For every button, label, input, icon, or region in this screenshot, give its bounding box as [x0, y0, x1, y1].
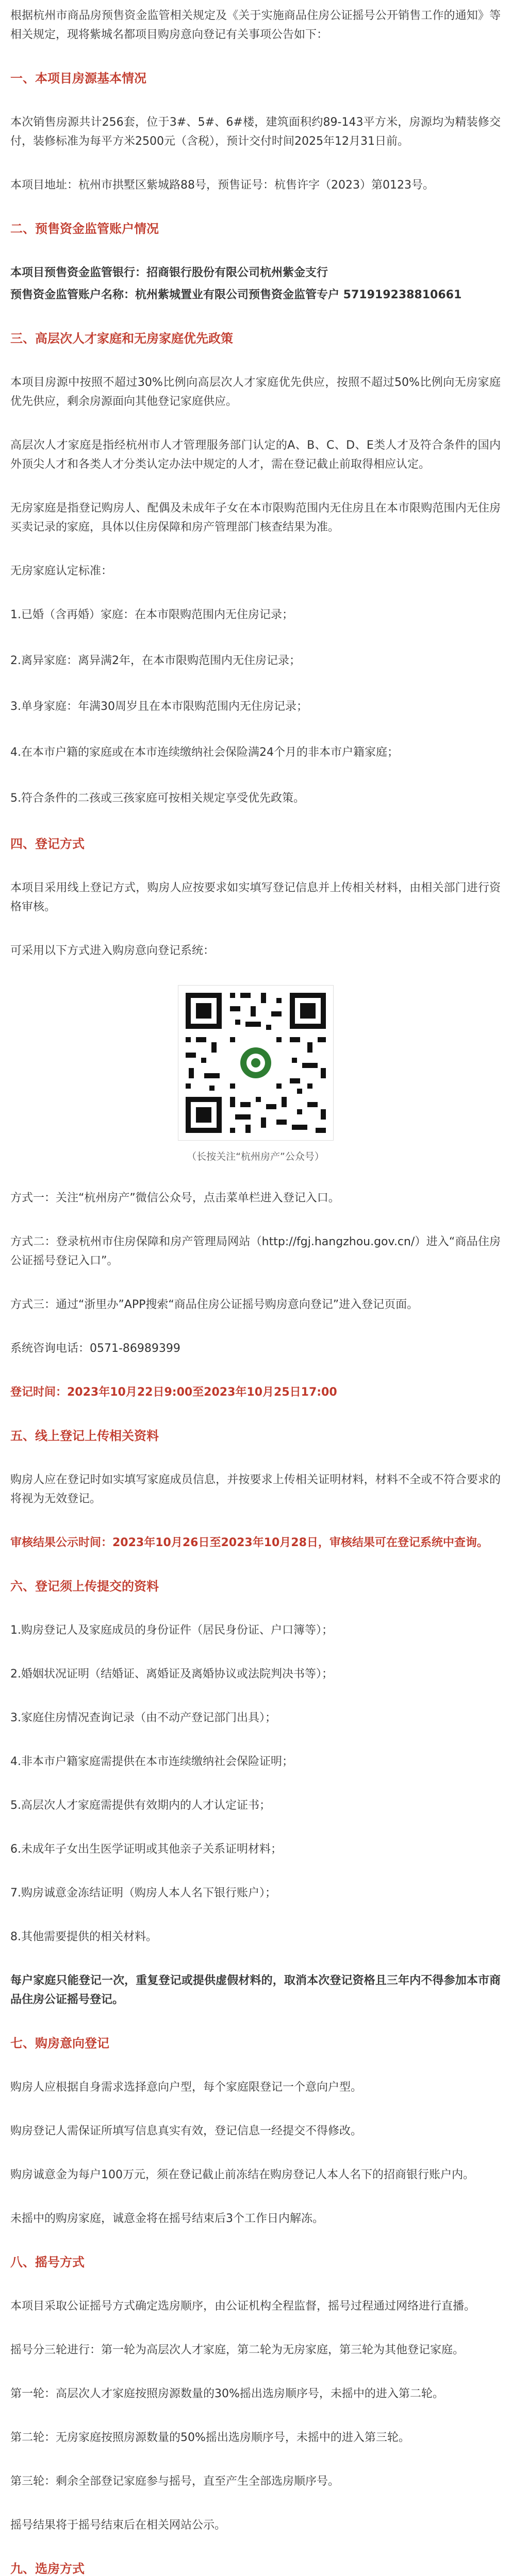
s6-item-7: 7.购房诚意金冻结证明（购房人本人名下银行账户）； — [10, 1887, 276, 1900]
s3-item-1: 1.已婚（含再婚）家庭：在本市限购范围内无住房记录； — [10, 608, 293, 621]
s7-paragraph-4: 未摇中的购房家庭，诚意金将在摇号结束后3个工作日内解冻。 — [10, 2212, 324, 2225]
s3-item-3: 3.单身家庭：年满30周岁且在本市限购范围内无住房记录； — [10, 700, 308, 713]
s6-item-3: 3.家庭住房情况查询记录（由不动产登记部门出具）； — [10, 1711, 276, 1724]
s8-paragraph-3: 第一轮：高层次人才家庭按照房源数量的30%摇出选房顺序号，未摇中的进入第二轮。 — [10, 2387, 444, 2400]
s6-emphasis: 每户家庭只能登记一次，重复登记或提供虚假材料的，取消本次登记资格且三年内不得参加本市商品住房公证摇号登记。 — [10, 1974, 501, 2006]
qr-caption: （长按关注“杭州房产”公众号） — [187, 1151, 324, 1162]
s2-bank: 本项目预售资金监管银行：招商银行股份有限公司杭州紫金支行 — [10, 266, 328, 279]
s6-item-2: 2.婚姻状况证明（结婚证、离婚证及离婚协议或法院判决书等）； — [10, 1668, 333, 1681]
s2-account: 预售资金监管账户名称：杭州紫城置业有限公司预售资金监管专户 571919238810661 — [10, 289, 462, 301]
s7-paragraph-1: 购房人应根据自身需求选择意向户型，每个家庭限登记一个意向户型。 — [10, 2081, 362, 2094]
s1-paragraph-1: 本次销售房源共计256套，位于3#、5#、6#楼，建筑面积约89-143平方米，房源均为精装修交付，装修标准为每平方米2500元（含税），预计交付时间2025年12月31日前。 — [10, 116, 501, 148]
s3-paragraph-1: 本项目房源中按照不超过30%比例向高层次人才家庭优先供应，按照不超过50%比例向无房家庭优先供应，剩余房源面向其他登记家庭供应。 — [10, 376, 501, 408]
s8-paragraph-1: 本项目采取公证摇号方式确定选房顺序，由公证机构全程监督，摇号过程通过网络进行直播。 — [10, 2300, 476, 2313]
s8-paragraph-6: 摇号结果将于摇号结束后在相关网站公示。 — [10, 2519, 226, 2532]
section-6-title: 六、登记须上传提交的资料 — [10, 1579, 159, 1594]
s4-registration-time: 登记时间：2023年10月22日9:00至2023年10月25日17:00 — [10, 1386, 337, 1399]
s8-paragraph-5: 第三轮：剩余全部登记家庭参与摇号，直至产生全部选房顺序号。 — [10, 2475, 340, 2488]
s3-paragraph-3: 无房家庭是指登记购房人、配偶及未成年子女在本市限购范围内无住房且在本市限购范围内无住房买卖记录的家庭，具体以住房保障和房产管理部门核查结果为准。 — [10, 502, 501, 534]
intro-paragraph: 根据杭州市商品房预售资金监管相关规定及《关于实施商品住房公证摇号公开销售工作的通知》等相关规定，现将紫城名都项目购房意向登记有关事项公告如下： — [10, 9, 501, 41]
s8-paragraph-4: 第二轮：无房家庭按照房源数量的50%摇出选房顺序号，未摇中的进入第三轮。 — [10, 2431, 410, 2444]
s5-paragraph-1: 购房人应在登记时如实填写家庭成员信息，并按要求上传相关证明材料，材料不全或不符合要求的将视为无效登记。 — [10, 1473, 501, 1505]
section-8-title: 八、摇号方式 — [10, 2255, 85, 2269]
s3-paragraph-2: 高层次人才家庭是指经杭州市人才管理服务部门认定的A、B、C、D、E类人才及符合条件的国内外顶尖人才和各类人才分类认定办法中规定的人才，需在登记截止前取得相应认定。 — [10, 439, 501, 471]
section-5-title: 五、线上登记上传相关资料 — [10, 1429, 159, 1443]
section-2-title: 二、预售资金监管账户情况 — [10, 222, 159, 236]
s5-paragraph-2: 审核结果公示时间：2023年10月26日至2023年10月28日，审核结果可在登记系统中查询。 — [10, 1536, 488, 1549]
s4-paragraph-1: 本项目采用线上登记方式，购房人应按要求如实填写登记信息并上传相关材料，由相关部门进行资格审核。 — [10, 882, 501, 913]
s6-item-1: 1.购房登记人及家庭成员的身份证件（居民身份证、户口簿等）； — [10, 1624, 333, 1637]
s3-paragraph-4: 无房家庭认定标准： — [10, 565, 113, 578]
s4-paragraph-5: 方式三：通过“浙里办”APP搜索“商品住房公证摇号购房意向登记”进入登记页面。 — [10, 1298, 419, 1311]
s4-paragraph-6: 系统咨询电话：0571-86989399 — [10, 1342, 180, 1355]
s6-item-8: 8.其他需要提供的相关材料。 — [10, 1930, 157, 1943]
qr-code-image[interactable] — [178, 985, 334, 1141]
s4-paragraph-3: 方式一：关注“杭州房产”微信公众号，点击菜单栏进入登记入口。 — [10, 1192, 340, 1205]
section-1-title: 一、本项目房源基本情况 — [10, 71, 146, 86]
section-3-title: 三、高层次人才家庭和无房家庭优先政策 — [10, 331, 233, 346]
s3-item-4: 4.在本市户籍的家庭或在本市连续缴纳社会保险满24个月的非本市户籍家庭； — [10, 746, 399, 759]
s7-paragraph-2: 购房登记人需保证所填写信息真实有效，登记信息一经提交不得修改。 — [10, 2125, 362, 2138]
s8-paragraph-2: 摇号分三轮进行：第一轮为高层次人才家庭，第二轮为无房家庭，第三轮为其他登记家庭。 — [10, 2344, 465, 2357]
section-7-title: 七、购房意向登记 — [10, 2036, 109, 2050]
section-4-title: 四、登记方式 — [10, 837, 85, 851]
qr-code-graphic — [178, 986, 333, 1140]
s6-item-5: 5.高层次人才家庭需提供有效期内的人才认定证书； — [10, 1799, 271, 1812]
s7-paragraph-3: 购房诚意金为每户100万元，须在登记截止前冻结在购房登记人本人名下的招商银行账户内。 — [10, 2168, 474, 2181]
s1-paragraph-2: 本项目地址：杭州市拱墅区紫城路88号，预售证号：杭售许字（2023）第0123号。 — [10, 179, 434, 192]
section-9-title: 九、选房方式 — [10, 2562, 85, 2576]
qr-block — [10, 985, 501, 1163]
s3-item-5: 5.符合条件的二孩或三孩家庭可按相关规定享受优先政策。 — [10, 792, 305, 805]
s4-paragraph-2: 可采用以下方式进入购房意向登记系统： — [10, 944, 215, 957]
s6-item-4: 4.非本市户籍家庭需提供在本市连续缴纳社会保险证明； — [10, 1755, 293, 1768]
s4-paragraph-4: 方式二：登录杭州市住房保障和房产管理局网站（http://fgj.hangzhou.gov.cn/）进入“商品住房公证摇号登记入口”。 — [10, 1235, 501, 1267]
s6-item-6: 6.未成年子女出生医学证明或其他亲子关系证明材料； — [10, 1843, 282, 1856]
s3-item-2: 2.离异家庭：离异满2年，在本市限购范围内无住房记录； — [10, 654, 301, 667]
